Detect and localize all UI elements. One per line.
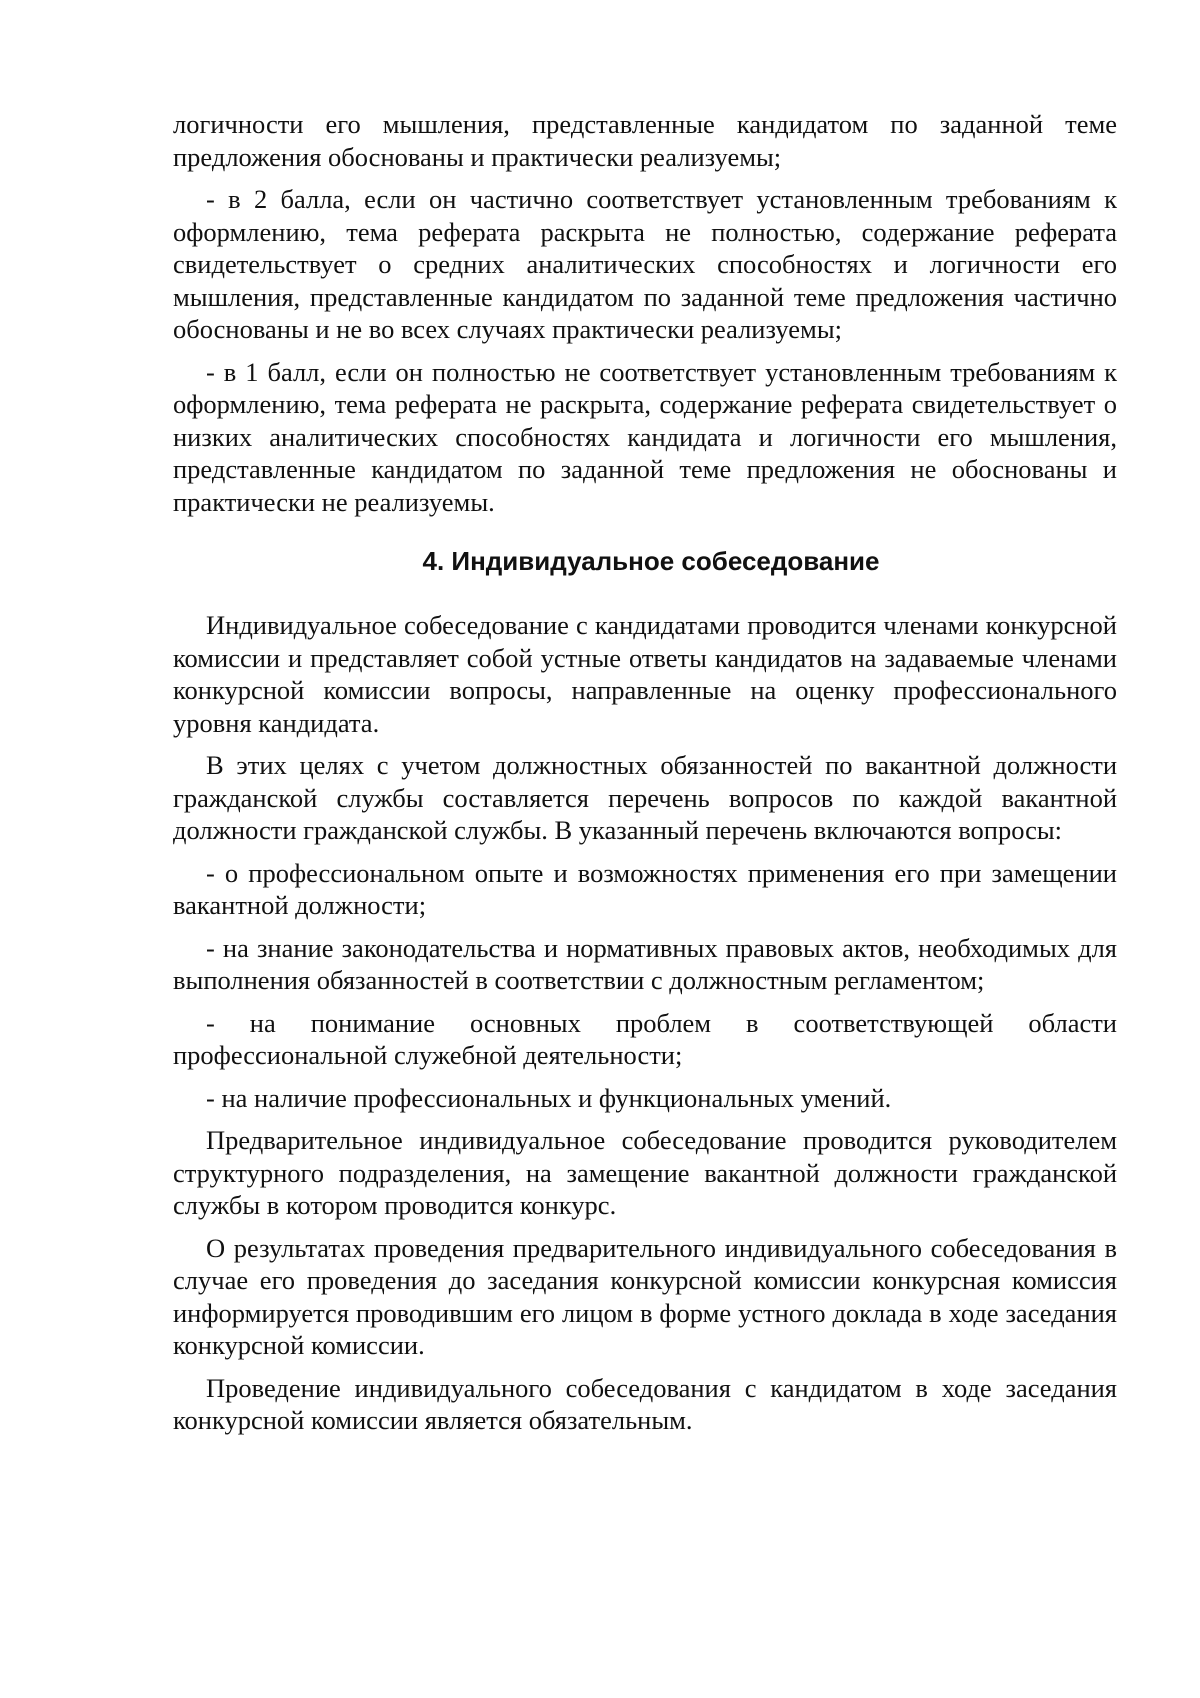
list-item-skills: - на наличие профессиональных и функциональных умений. (206, 1082, 892, 1113)
paragraph-continuation: логичности его мышления, представленные кандидатом по заданной теме предложения обоснованы и практически реализуемы; (173, 109, 1117, 172)
list-item-problems: - на понимание основных проблем в соответствующей области профессиональной служебной деятельности; (173, 1007, 1117, 1070)
paragraph-preliminary-interview: Предварительное индивидуальное собеседование проводится руководителем структурного подразделения, на замещение вакантной должности гражданской службы в котором проводится конкурс. (173, 1125, 1117, 1220)
paragraph-interview-intro: Индивидуальное собеседование с кандидатами проводится членами конкурсной комиссии и представляет собой устные ответы кандидатов на задаваемые членами конкурсной комиссии вопросы, направленные на оценку профессионального уровня кандидата. (173, 610, 1117, 738)
list-item-legislation: - на знание законодательства и нормативных правовых актов, необходимых для выполнения обязанностей в соответствии с должностным регламентом; (173, 932, 1117, 995)
list-item-experience: - о профессиональном опыте и возможностях применения его при замещении вакантной должности; (173, 857, 1117, 920)
paragraph-mandatory: Проведение индивидуального собеседования с кандидатом в ходе заседания конкурсной комиссии является обязательным. (173, 1372, 1117, 1435)
paragraph-question-list: В этих целях с учетом должностных обязанностей по вакантной должности гражданской службы составляется перечень вопросов по каждой вакантной должности гражданской службы. В указанный перечень включаются вопросы: (173, 750, 1117, 845)
paragraph-score-2: - в 2 балла, если он частично соответствует установленным требованиям к оформлению, тема реферата раскрыта не полностью, содержание реферата свидетельствует о средних аналитических способностях и логичности его мышления, представленные кандидатом по заданной теме предложения частично обоснованы и не во всех случаях практически реализуемы; (173, 184, 1117, 344)
paragraph-score-1: - в 1 балл, если он полностью не соответствует установленным требованиям к оформлению, тема реферата не раскрыта, содержание реферата свидетельствует о низких аналитических способностях кандидата и логичности его мышления, представленные кандидатом по заданной теме предложения не обоснованы и практически не реализуемы. (173, 356, 1117, 517)
section-heading: 4. Индивидуальное собеседование (422, 546, 880, 576)
paragraph-results: О результатах проведения предварительного индивидуального собеседования в случае его проведения до заседания конкурсной комиссии конкурсная комиссия информируется проводившим его лицом в форме устного доклада в ходе заседания конкурсной комиссии. (173, 1232, 1117, 1360)
document-page (173, 108, 1117, 1447)
